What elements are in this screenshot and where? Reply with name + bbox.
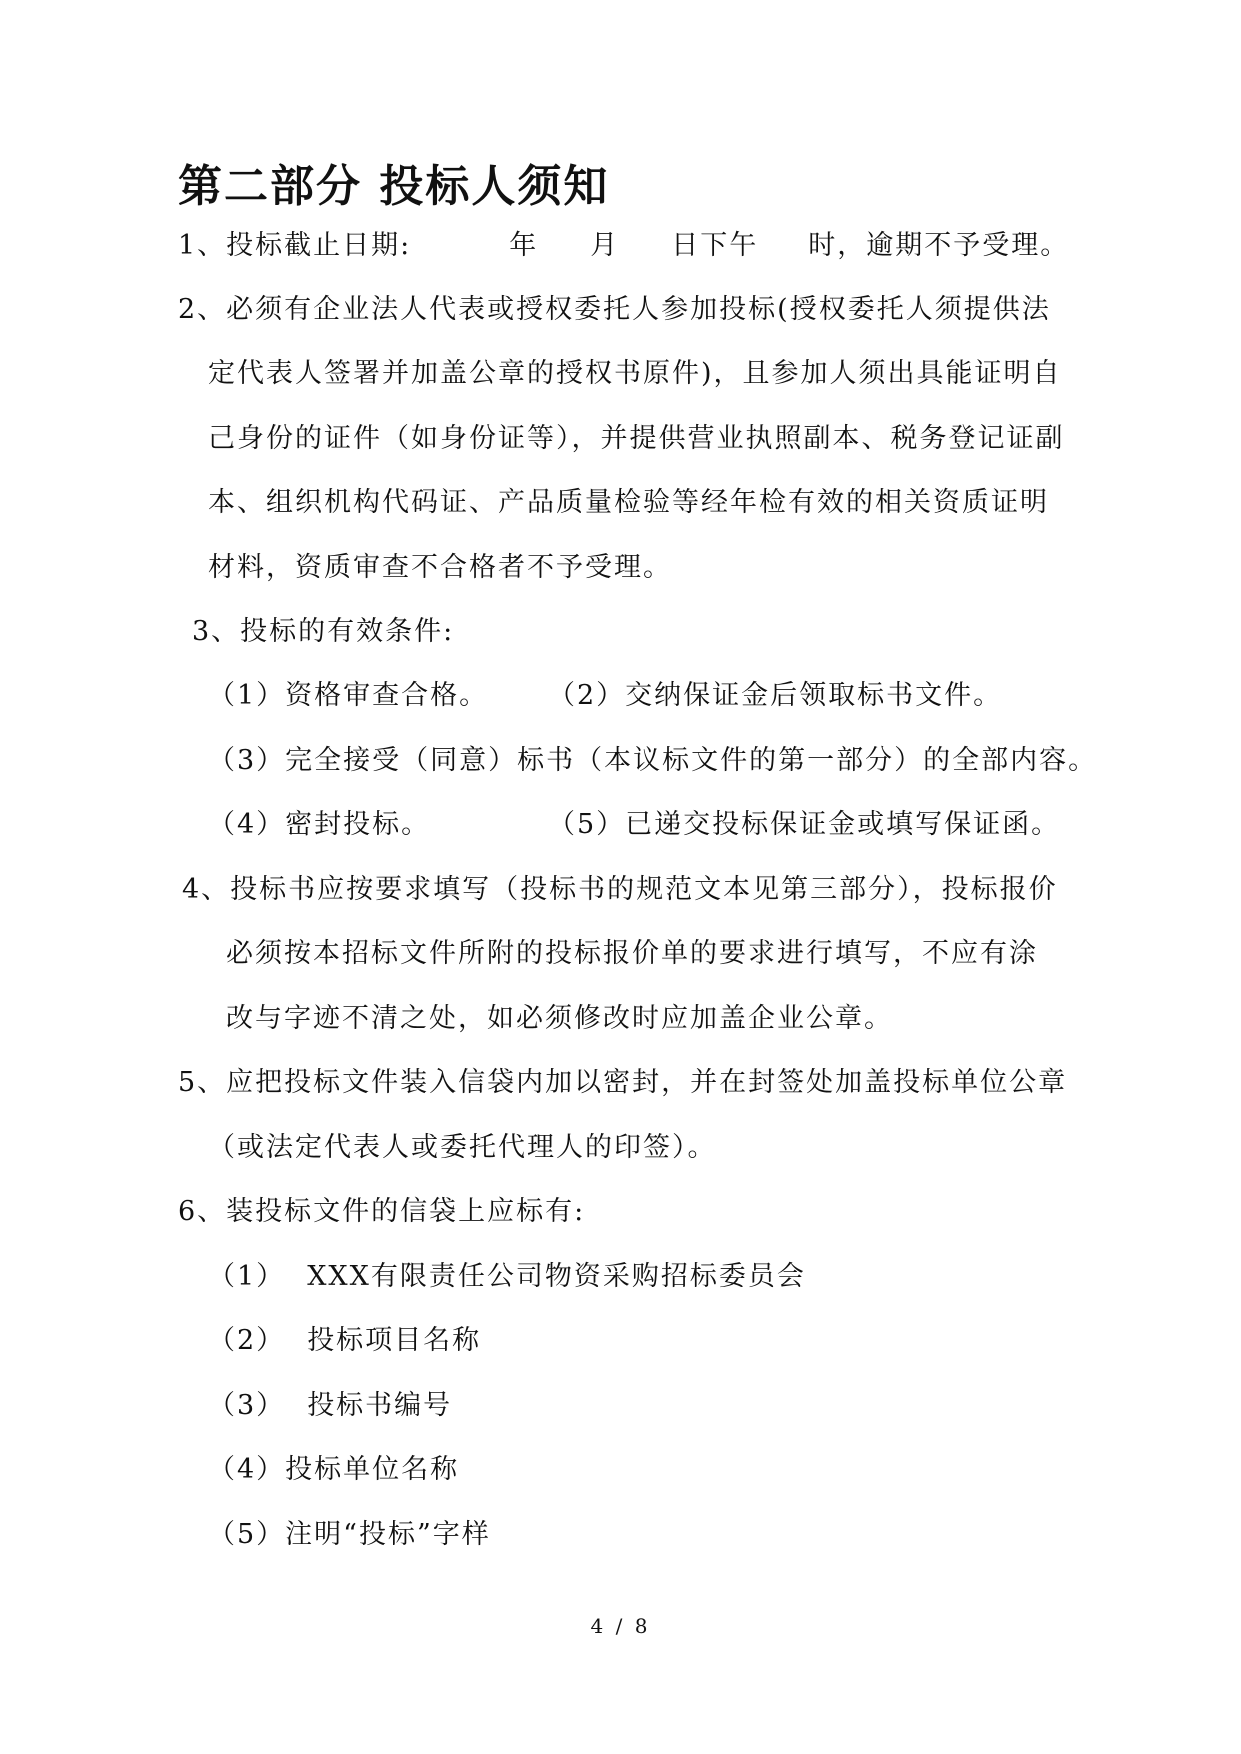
item-6-mark-4: （4）投标单位名称 <box>208 1454 460 1485</box>
item-4-line-1: 4、投标书应按要求填写（投标书的规范文本见第三部分），投标报价 <box>182 874 1058 905</box>
item-6-mark-2 <box>208 1323 481 1359</box>
item-6-mark-1-text: XXX有限责任公司物资采购招标委员会 <box>307 1261 806 1292</box>
item-3-condition-3: （3）完全接受（同意）标书（本议标文件的第一部分）的全部内容。 <box>208 745 1098 776</box>
item-5-line-2: （或法定代表人或委托代理人的印签）。 <box>208 1132 717 1163</box>
item-2-line-1: 2、必须有企业法人代表或授权委托人参加投标(授权委托人须提供法 <box>178 294 1051 325</box>
item-6-mark-5: （5）注明“投标”字样 <box>208 1519 491 1550</box>
item-6-mark-3-text: 投标书编号 <box>307 1390 453 1421</box>
item-3-heading: 3、投标的有效条件: <box>192 616 455 647</box>
item-1-day: 日下午 <box>671 230 759 261</box>
item-6-mark-2-number: （2） <box>208 1325 286 1356</box>
item-6-heading: 6、装投标文件的信袋上应标有: <box>178 1196 586 1227</box>
item-6-mark-1-number: （1） <box>208 1261 286 1292</box>
item-6-mark-3-number: （3） <box>208 1390 286 1421</box>
item-1-suffix: 时，逾期不予受理。 <box>808 230 1070 261</box>
item-1-prefix: 1、投标截止日期: <box>178 230 412 261</box>
item-3-condition-1: （1）资格审查合格。 <box>208 680 489 711</box>
item-5-line-1: 5、应把投标文件装入信袋内加以密封，并在封签处加盖投标单位公章 <box>178 1067 1068 1098</box>
item-6-mark-3 <box>208 1388 452 1424</box>
item-6-mark-1 <box>208 1259 806 1295</box>
item-2-line-2: 定代表人签署并加盖公章的授权书原件)，且参加人须出具能证明自 <box>208 358 1062 389</box>
page-title: 第二部分 投标人须知 <box>178 161 610 212</box>
item-4-line-3: 改与字迹不清之处，如必须修改时应加盖企业公章。 <box>226 1003 893 1034</box>
item-1-month: 月 <box>590 230 620 261</box>
item-1-deadline <box>178 228 1069 264</box>
item-3-condition-2: （2）交纳保证金后领取标书文件。 <box>548 680 1003 711</box>
item-2-line-4: 本、组织机构代码证、产品质量检验等经年检有效的相关资质证明 <box>208 487 1049 518</box>
item-3-condition-4: （4）密封投标。 <box>208 809 431 840</box>
item-4-line-2: 必须按本招标文件所附的投标报价单的要求进行填写，不应有涂 <box>226 938 1038 969</box>
item-2-line-3: 己身份的证件（如身份证等），并提供营业执照副本、税务登记证副 <box>208 423 1065 454</box>
item-2-line-5: 材料，资质审查不合格者不予受理。 <box>208 552 672 583</box>
item-3-condition-5: （5）已递交投标保证金或填写保证函。 <box>548 809 1061 840</box>
item-1-year: 年 <box>509 230 539 261</box>
page-number: 4 / 8 <box>590 1614 651 1638</box>
item-6-mark-2-text: 投标项目名称 <box>307 1325 482 1356</box>
